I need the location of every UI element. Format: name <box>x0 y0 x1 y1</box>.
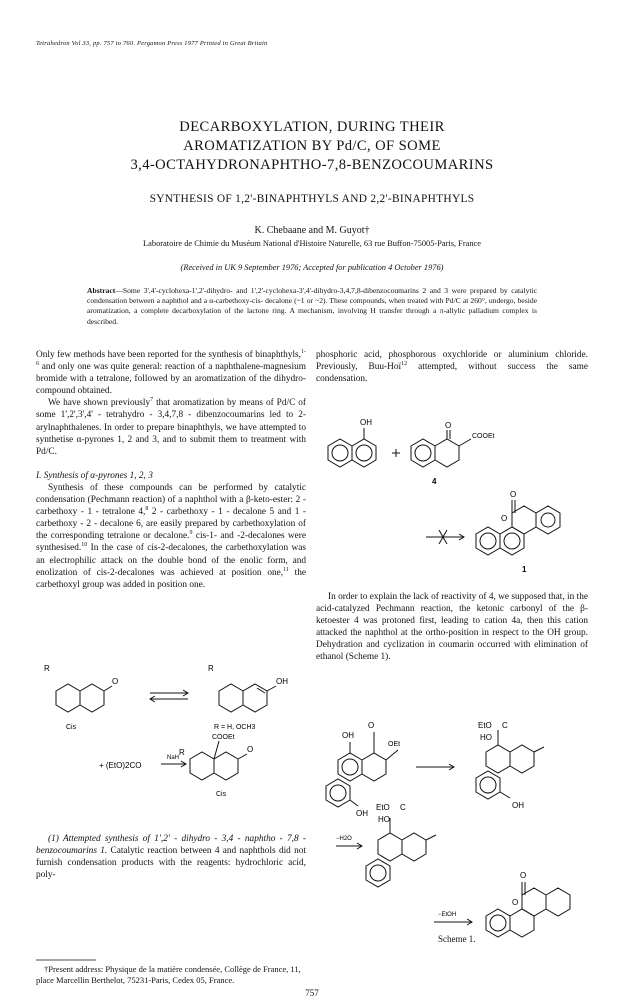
scheme-c: C <box>502 721 508 730</box>
compound-1-label: 1 <box>522 565 527 574</box>
scheme-carbonyl-o: O <box>368 721 375 730</box>
scheme-ho-2: HO <box>378 815 390 824</box>
right-column-top: phosphoric acid, phosphorous oxychloride or aluminium chloride. Previously, Buu-Hoï$^{12}$ attempted, without success the same condensation. <box>316 350 588 385</box>
abstract <box>87 286 537 327</box>
abstract-label: Abstract <box>87 286 116 295</box>
intro-paragraph: Only few methods have been reported for the synthesis of binaphthyls,$^{1-6}$ and only one was quite general: reaction of a naphthalene-magnesium bromide with a tetralone, followed by an aromatization of the dihydro-compound obtained. <box>36 348 306 397</box>
scheme-1-caption: Scheme 1. <box>438 934 476 944</box>
left-column <box>36 349 306 591</box>
scheme-oh-1: OH <box>342 731 354 740</box>
final-carbonyl-o: O <box>520 871 527 880</box>
abstract-text: —Some 3',4'-cyclohexa-1',2'-dihydro- and 1',2'-cyclohexa-3',4'-dihydro-3,4,7,8-dibenzocoumarins 2 and 3 were prepared by catalytic condensation between a naphthol and a α-carbethoxy-cis- decalone (~1 or ~2). These compounds, when treated with Pd/C at 260°, undergo, beside aromatization, a complete decarboxylation of the lactone ring. A mechanism, involving H transfer through a π-allylic palladium complex is described. <box>87 286 537 326</box>
scheme-oh-2: OH <box>512 801 524 810</box>
lactone-carbonyl-label: O <box>510 490 517 499</box>
pechmann-attempt-scheme <box>316 392 588 582</box>
cooet-label: COOEt <box>212 734 235 741</box>
affiliation: Laboratoire de Chimie du Muséum National d'Histoire Naturelle, 63 rue Buffon-75005-Paris, France <box>143 239 481 248</box>
nah-reagent: NaH <box>167 755 180 761</box>
previous-work-paragraph: We have shown previously$^7$ that aromatization by means of Pd/C of some 1',2',3',4' - tetrahydro - 3,4,7,8 - dibenzocoumarins led to 2-arylnaphthalenes. In order to prepare binaphthyls, we have attempted to synthetise α-pyrones 1, 2 and 3, and to submit them to treatment with Pd/C. <box>36 397 306 457</box>
cis-label-2: Cis <box>216 791 227 798</box>
scheme-eto-2: EtO <box>376 803 390 812</box>
footnote: †Present address: Physique de la matière condensée, Collège de France, 11, place Marcellin Berthelot, 75231-Paris, Cedex 05, France. <box>36 964 301 985</box>
enol-oh-label: OH <box>276 677 288 686</box>
r-label-2: R <box>208 664 214 673</box>
ester-group-label: COOEt <box>472 433 495 440</box>
scheme-oet: OEt <box>388 741 401 748</box>
ketone-oxygen-label: O <box>445 421 452 430</box>
final-ring-o: O <box>512 898 519 907</box>
naphthol-oh-label: OH <box>360 418 372 427</box>
keto-oxygen-label: O <box>112 677 119 686</box>
section-heading: I. Synthesis of α-pyrones 1, 2, 3 <box>36 470 153 481</box>
subtitle: SYNTHESIS OF 1,2'-BINAPHTHYLS AND 2,2'-BINAPHTHYLS <box>149 193 475 205</box>
decalone-scheme <box>36 653 308 825</box>
footnote-rule <box>36 959 96 961</box>
scheme-eto: EtO <box>478 721 492 730</box>
running-head: Tetrahedron Vol 33, pp. 757 to 760. Pergamon Press 1977 Printed in Great Britain <box>36 40 268 47</box>
minus-water-label: −H2O <box>336 836 352 842</box>
title-line-1: DECARBOXYLATION, DURING THEIR <box>179 119 445 135</box>
scheme-c-2: C <box>400 803 406 812</box>
title-line-2: AROMATIZATION BY Pd/C, OF SOME <box>183 138 441 154</box>
diethyl-carbonate-reagent: + (EtO)2CO <box>99 761 142 770</box>
scheme-1 <box>316 692 588 950</box>
authors: K. Chebaane and M. Guyot† <box>254 225 370 236</box>
scheme-oh-low: OH <box>356 809 368 818</box>
received-dates: (Received in UK 9 September 1976; Accepted for publication 4 October 1976) <box>180 263 444 272</box>
ring-oxygen-label: O <box>501 514 508 523</box>
product-oxygen-label: O <box>247 745 254 754</box>
cis-label-1: Cis <box>66 724 77 731</box>
minus-ethanol-label: −EtOH <box>438 912 457 918</box>
r-label-3: R <box>179 748 185 757</box>
r-definition: R = H, OCH3 <box>214 724 256 731</box>
scheme-ho: HO <box>480 733 492 742</box>
synthesis-paragraph: Synthesis of these compounds can be performed by catalytic condensation (Pechmann reaction) of a naphthol with a β-keto-ester: 2 - carbethoxy - 1 - tetralone 4,$^8$ 2 - carbethoxy - 1 - decalone 5 and 1 - carbethoxy - 2 - decalone 6, are easily prepared by carbethoxylation of the corresponding tetralone or decalone.$^9$ cis-1- and -2-decalones were synthesised.$^{10}$ In the case of cis-2-decalones, the carbethoxylation was an electrophilic attack on the double bond of the enolic form, and enolization of cis-2-decalones was achieved at position one,$^{11}$ the carbethoxyl group was added in position one. <box>36 482 306 590</box>
r-label-1: R <box>44 664 50 673</box>
page-number: 757 <box>305 988 319 998</box>
title-line-3: 3,4-OCTAHYDRONAPHTHO-7,8-BENZOCOUMARINS <box>130 157 494 173</box>
compound-4-label: 4 <box>432 477 437 486</box>
mechanism-paragraph: In order to explain the lack of reactivity of 4, we supposed that, in the acid-catalyzed Pechmann reaction, the ketonic carbonyl of the β-ketoester 4 was protoned first, leading to cation 4a, then this cation attacked the naphthol at the ortho-position in respect to the OH group. Dehydration and cyclization in coumarin occurred with elimination of ethanol (Scheme 1). <box>316 592 588 663</box>
attempted-synthesis-paragraph: (1) Attempted synthesis of 1',2' - dihydro - 3,4 - naphtho - 7,8 - benzocoumarins 1. Catalytic reaction between 4 and naphthols did not furnish condensation products with the reagents: hydrochloric acid, poly- <box>36 834 306 881</box>
